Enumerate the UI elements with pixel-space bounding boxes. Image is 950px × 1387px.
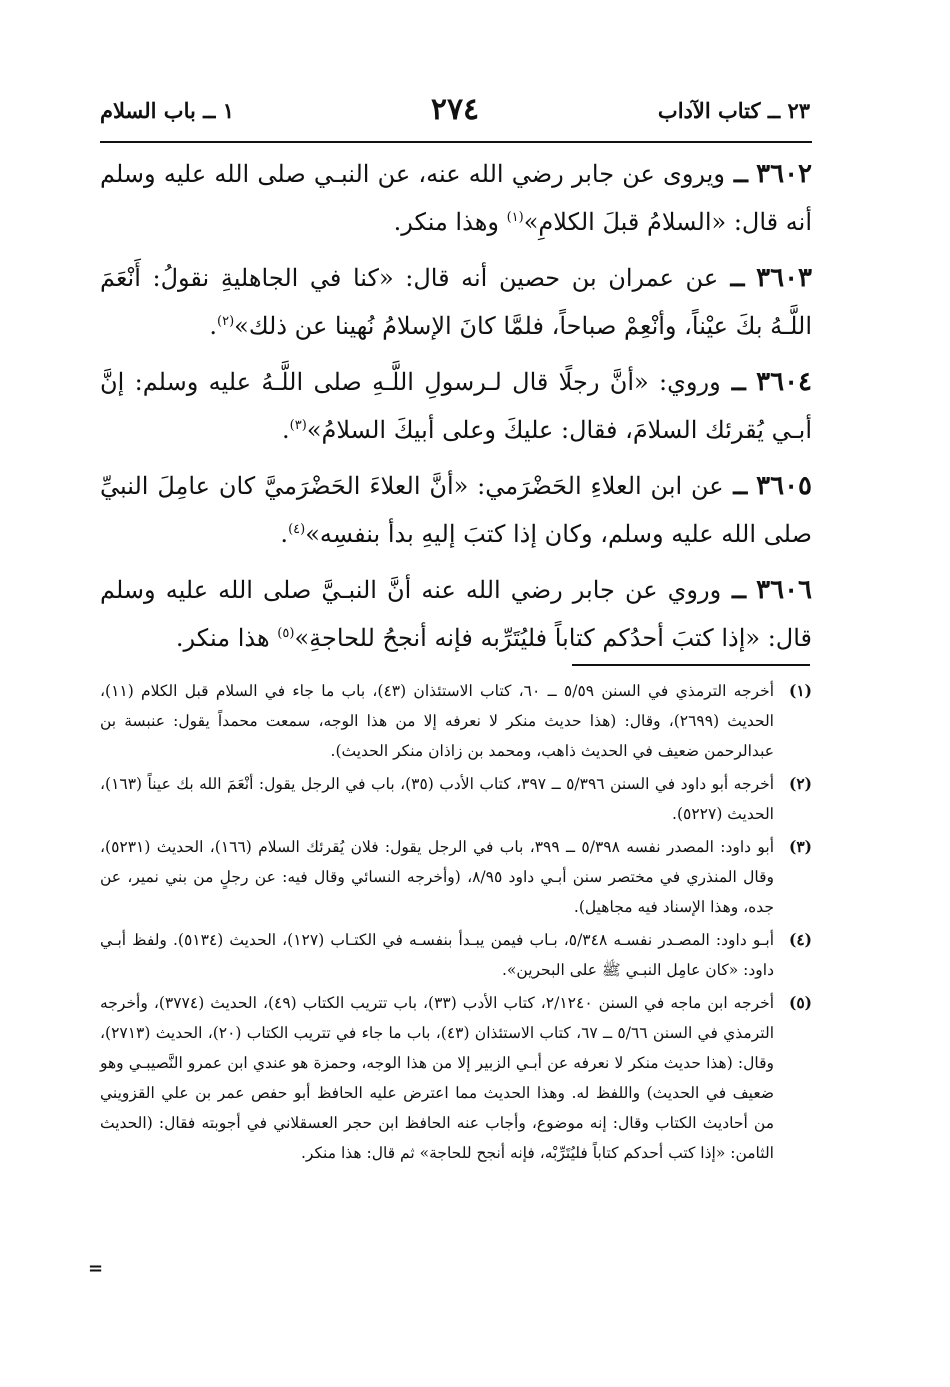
page-number: ٢٧٤ <box>430 92 480 127</box>
footnote-text: أبـو داود: المصـدر نفسـه ٥/٣٤٨، بـاب فيمن يبـدأ بنفسـه في الكتـاب (١٢٧)، الحديث (٥١٣٤). ولفظ أبـي داود: «كان عامِل النبـي ﷺ على البحرين». <box>100 931 774 979</box>
hadith-tail: . <box>282 416 290 444</box>
footnote-item <box>100 988 812 1168</box>
entry-dash: ــ <box>723 471 748 500</box>
hadith-text: عن عمران بن حصين أنه قال: «كنا في الجاهليةِ نقولُ: أَنْعَمَ اللَّـهُ بكَ عيْناً، وأنْعِمْ صباحاً، فلمَّا كانَ الإسلامُ نُهينا عن ذلك» <box>100 264 812 340</box>
entry-dash: ــ <box>724 159 748 188</box>
hadith-number: ٣٦٠٥ <box>756 471 813 501</box>
entry-dash: ــ <box>718 263 745 292</box>
footnote-label: (٤) <box>788 930 812 949</box>
footnotes <box>100 676 812 1171</box>
entry-dash: ــ <box>721 575 747 604</box>
hadith-tail: . <box>209 312 217 340</box>
entry-dash: ــ <box>720 367 746 396</box>
footnote-item <box>100 832 812 922</box>
section-title: ١ ــ باب السلام <box>100 98 235 123</box>
footnote-item <box>100 769 812 829</box>
footnote-text: أخرجه أبو داود في السنن ٥/٣٩٦ ــ ٣٩٧، كتاب الأدب (٣٥)، باب في الرجل يقول: أنْعَمَ الله بك عيناً (١٦٣)، الحديث (٥٢٢٧). <box>100 775 775 823</box>
footnote-label: (٣) <box>788 837 812 856</box>
hadith-tail: . <box>280 520 289 548</box>
hadith-entry <box>100 254 812 350</box>
hadith-number: ٣٦٠٦ <box>756 575 813 605</box>
hadith-entry <box>100 462 812 558</box>
hadith-text: وروي عن جابر رضي الله عنه أنَّ النبـيَّ صلى الله عليه وسلم قال: «إذا كتبَ أحدُكم كتاباً فليُتَرِّبه فإنه أنجحُ للحاجةِ» <box>100 576 812 652</box>
hadith-number: ٣٦٠٤ <box>756 367 812 397</box>
footnote-ref: (٣) <box>289 418 307 433</box>
footnote-item <box>100 676 812 766</box>
hadith-number: ٣٦٠٣ <box>756 263 812 293</box>
footnote-text: أخرجه ابن ماجه في السنن ٢/١٢٤٠، كتاب الأدب (٣٣)، باب تتريب الكتاب (٤٩)، الحديث (٣٧٧٤)، وأخرجه الترمذي في السنن ٥/٦٦ ــ ٦٧، كتاب الاستئذان (٤٣)، باب ما جاء في تتريب الكتاب (٢٠)، الحديث (٢٧١٣)، وقال: (هذا حديث منكر لا نعرفه عن أبـي الزبير إلا من هذا الوجه، وحمزة هو عندي ابن عمرو النَّصيبـي وهو ضعيف في الحديث) واللفظ له. وهذا الحديث مما اعترض عليه الحافظ أبو حفص عمر بن علي القزويني من أحاديث الكتاب وقال: إنه موضوع، وأجاب عنه الحافظ ابن حجر العسقلاني في أجوبته فقال: (الحديث الثامن: «إذا كتب أحدكم كتاباً فليُتَرِّبْه، فإنه أنجح للحاجة» ثم قال: هذا منكر. <box>100 994 775 1162</box>
footnote-text: أبو داود: المصدر نفسه ٥/٣٩٨ ــ ٣٩٩، باب في الرجل يقول: فلان يُقرئك السلام (١٦٦)، الحديث (٥٢٣١)، وقال المنذري في مختصر سنن أبـي داود ٨/٩٥، (وأخرجه النسائي وقال فيه: عن رجلٍ من بني نمير، عن جده، وهذا الإسناد فيه مجاهيل). <box>100 838 775 916</box>
footnote-item <box>100 925 812 985</box>
main-text <box>100 150 812 670</box>
hadith-number: ٣٦٠٢ <box>756 159 813 189</box>
footnote-label: (٥) <box>788 993 812 1012</box>
hadith-entry <box>100 150 812 246</box>
footnote-ref: (٥) <box>277 626 295 641</box>
hadith-tail: وهذا منكر. <box>393 208 507 236</box>
footnote-label: (١) <box>788 681 812 700</box>
footnote-ref: (١) <box>506 210 524 225</box>
footnote-text: أخرجه الترمذي في السنن ٥/٥٩ ــ ٦٠، كتاب الاستئذان (٤٣)، باب ما جاء في السلام قبل الكلام (١١)، الحديث (٢٦٩٩)، وقال: (هذا حديث منكر لا نعرفه إلا من هذا الوجه، سمعت محمداً يقول: عنبسة بن عبدالرحمن ضعيف في الحديث ذاهب، ومحمد بن زاذان منكر الحديث). <box>100 682 775 760</box>
chapter-title: ٢٣ ــ كتاب الآداب <box>657 98 810 123</box>
page-header <box>100 92 810 142</box>
hadith-entry <box>100 358 812 454</box>
hadith-text: عن ابن العلاءِ الحَضْرَمي: «أنَّ العلاءَ الحَضْرَميَّ كان عامِلَ النبيِّ صلى الله عليه وسلم، وكان إذا كتبَ إليهِ بدأ بنفسِه» <box>100 472 812 548</box>
hadith-text: ويروى عن جابر رضي الله عنه، عن النبـي صلى الله عليه وسلم أنه قال: «السلامُ قبلَ الكلامِ» <box>100 160 812 236</box>
hadith-entry <box>100 566 812 662</box>
footnote-ref: (٤) <box>288 522 306 537</box>
hadith-text: وروي: «أنَّ رجلًا قال لـرسولِ اللَّـهِ صلى اللَّـهُ عليه وسلم: إنَّ أبـي يُقرئك السلامَ، فقال: عليكَ وعلى أبيكَ السلامُ» <box>100 368 812 444</box>
continuation-mark: = <box>88 1258 104 1279</box>
footnote-label: (٢) <box>788 774 812 793</box>
header-divider <box>100 141 812 143</box>
footnote-ref: (٢) <box>217 314 235 329</box>
hadith-tail: هذا منكر. <box>175 624 278 652</box>
footnote-divider <box>572 664 810 666</box>
